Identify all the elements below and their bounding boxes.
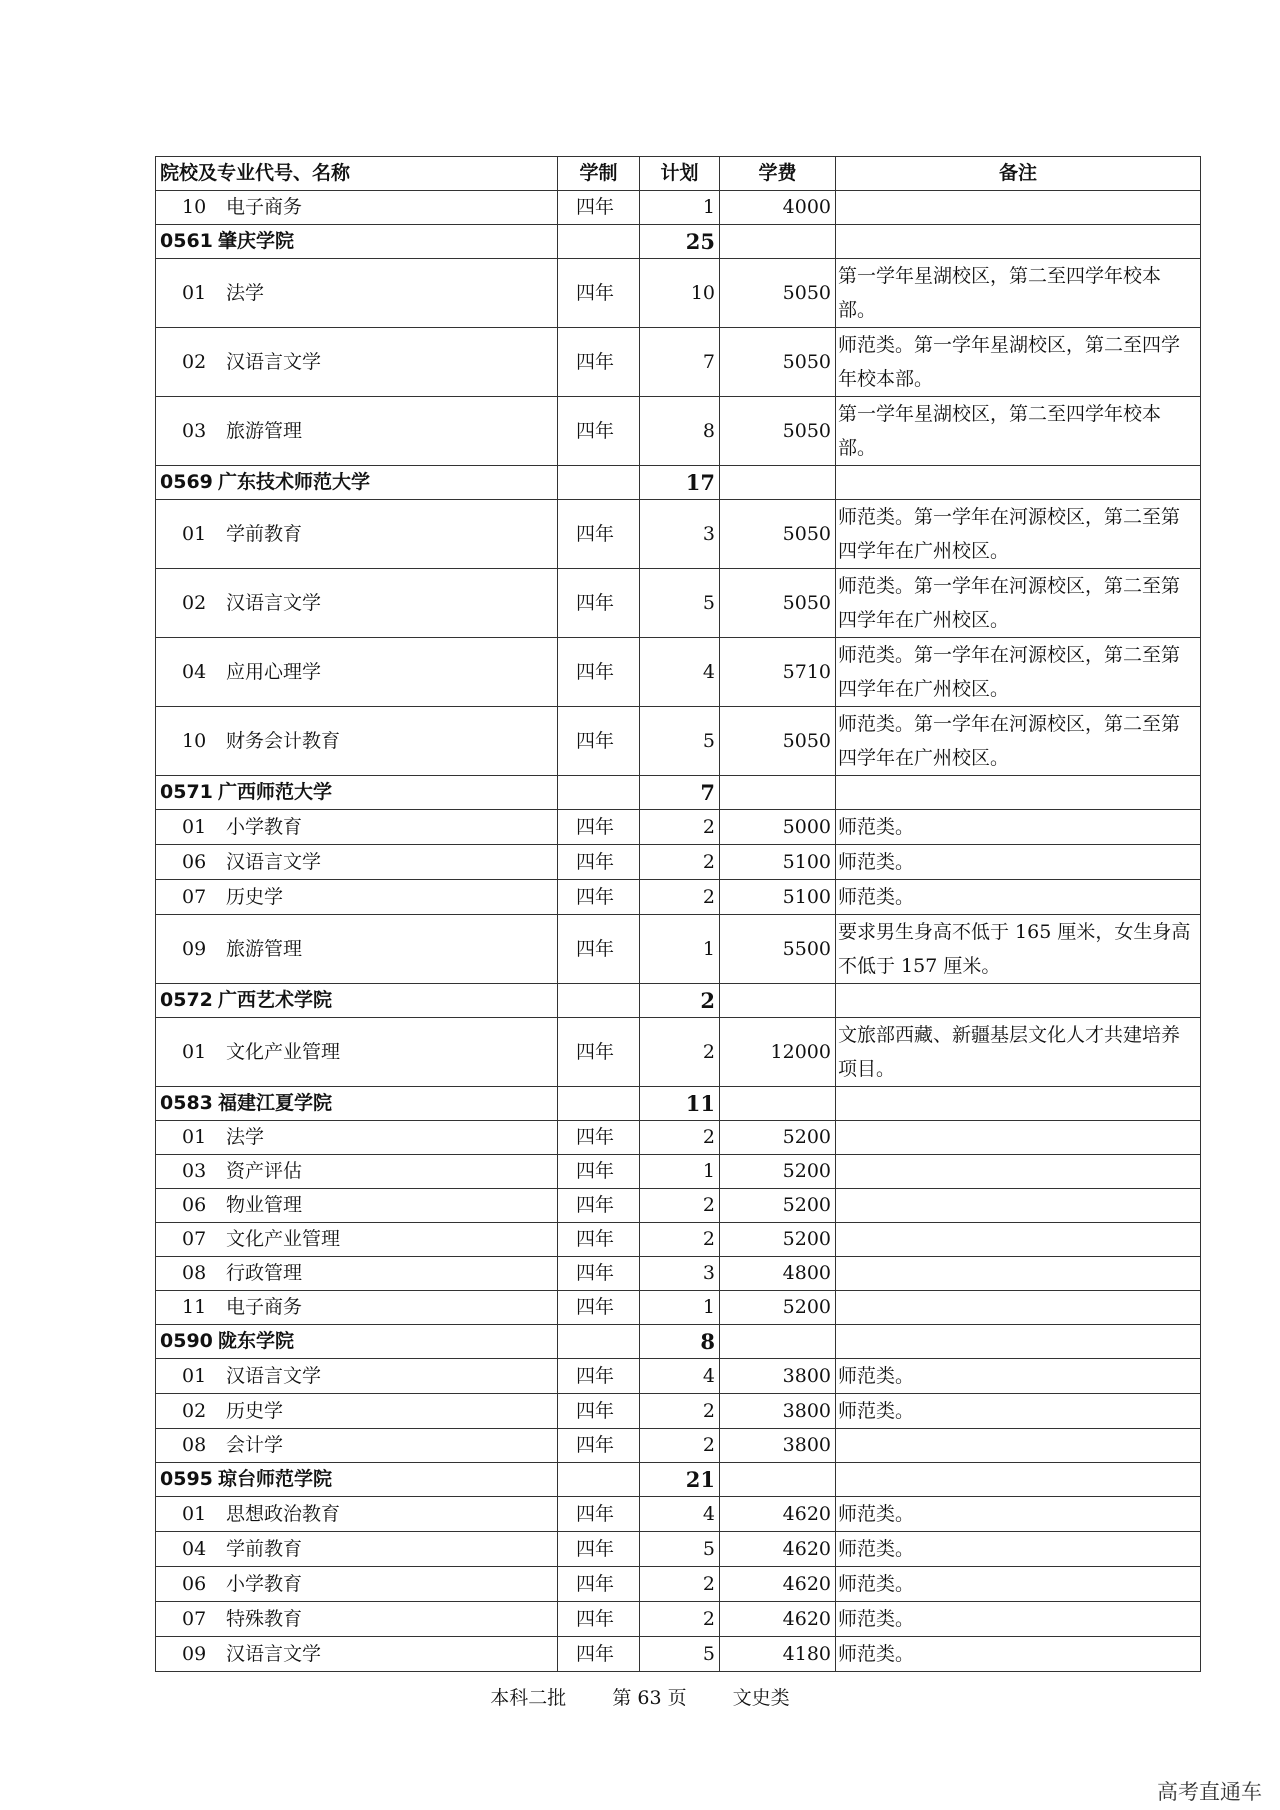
note-cell (836, 1223, 1201, 1257)
major-code: 08 (182, 1262, 207, 1284)
program-cell (156, 1018, 558, 1087)
major-code: 01 (182, 815, 207, 838)
program-cell (156, 1223, 558, 1257)
major-code: 04 (182, 660, 207, 683)
years-cell (558, 1087, 640, 1121)
program-cell (156, 1325, 558, 1359)
major-name: 旅游管理 (226, 937, 303, 960)
years-cell (558, 1463, 640, 1497)
major-row (156, 1567, 1201, 1602)
note-cell: 师范类。第一学年在河源校区，第二至第四学年在广州校区。 (836, 500, 1201, 569)
school-row (156, 225, 1201, 259)
program-cell (156, 259, 558, 328)
fee-cell (720, 1463, 836, 1497)
program-cell (156, 1359, 558, 1394)
plan-cell: 8 (640, 397, 720, 466)
school-name: 广东技术师范大学 (218, 471, 371, 493)
major-row (156, 1497, 1201, 1532)
major-code: 07 (182, 1228, 207, 1250)
school-row (156, 984, 1201, 1018)
major-row (156, 1532, 1201, 1567)
program-cell (156, 1497, 558, 1532)
school-row (156, 1087, 1201, 1121)
note-cell: 师范类。第一学年星湖校区，第二至四学年校本部。 (836, 328, 1201, 397)
program-cell (156, 1087, 558, 1121)
fee-cell (720, 776, 836, 810)
program-cell (156, 984, 558, 1018)
major-row (156, 1291, 1201, 1325)
note-cell: 师范类。 (836, 1394, 1201, 1429)
plan-cell: 25 (640, 225, 720, 259)
major-name: 电子商务 (226, 196, 303, 218)
major-name: 资产评估 (226, 1160, 303, 1182)
major-name: 汉语言文学 (226, 350, 322, 373)
plan-cell: 2 (640, 1394, 720, 1429)
program-cell (156, 810, 558, 845)
major-name: 小学教育 (226, 1572, 303, 1595)
program-cell (156, 776, 558, 810)
school-name: 福建江夏学院 (218, 1092, 333, 1114)
major-row (156, 1257, 1201, 1291)
fee-cell: 5200 (720, 1223, 836, 1257)
years-cell: 四年 (558, 810, 640, 845)
major-code: 08 (182, 1434, 207, 1456)
school-code: 0572 (160, 989, 213, 1011)
major-code: 03 (182, 1160, 207, 1182)
watermark: 高考直通车 (1157, 1780, 1262, 1804)
years-cell: 四年 (558, 328, 640, 397)
major-row (156, 1429, 1201, 1463)
years-cell: 四年 (558, 880, 640, 915)
major-name: 行政管理 (226, 1262, 303, 1284)
note-cell: 师范类。 (836, 845, 1201, 880)
fee-cell: 5200 (720, 1121, 836, 1155)
fee-cell: 3800 (720, 1394, 836, 1429)
major-row (156, 259, 1201, 328)
years-cell: 四年 (558, 1121, 640, 1155)
years-cell: 四年 (558, 845, 640, 880)
fee-cell: 5710 (720, 638, 836, 707)
years-cell (558, 225, 640, 259)
program-cell (156, 500, 558, 569)
major-name: 历史学 (226, 1399, 284, 1422)
note-cell: 第一学年星湖校区，第二至四学年校本部。 (836, 397, 1201, 466)
table-header-row (156, 157, 1201, 191)
major-name: 特殊教育 (226, 1607, 303, 1630)
years-cell: 四年 (558, 569, 640, 638)
program-cell (156, 1189, 558, 1223)
note-cell: 师范类。 (836, 810, 1201, 845)
plan-cell: 5 (640, 1637, 720, 1672)
school-row (156, 1463, 1201, 1497)
major-row (156, 1602, 1201, 1637)
program-cell (156, 880, 558, 915)
fee-cell: 4620 (720, 1602, 836, 1637)
years-cell: 四年 (558, 1532, 640, 1567)
major-name: 汉语言文学 (226, 591, 322, 614)
major-name: 小学教育 (226, 815, 303, 838)
major-name: 汉语言文学 (226, 850, 322, 873)
plan-cell: 4 (640, 1497, 720, 1532)
major-name: 电子商务 (226, 1296, 303, 1318)
years-cell: 四年 (558, 1223, 640, 1257)
note-cell: 师范类。 (836, 1359, 1201, 1394)
note-cell (836, 1121, 1201, 1155)
major-row (156, 191, 1201, 225)
years-cell: 四年 (558, 1497, 640, 1532)
major-row (156, 397, 1201, 466)
major-code: 06 (182, 1572, 207, 1595)
admission-plan-table (155, 156, 1201, 1672)
note-cell (836, 1429, 1201, 1463)
fee-cell: 3800 (720, 1429, 836, 1463)
plan-cell: 7 (640, 328, 720, 397)
major-row (156, 1018, 1201, 1087)
major-name: 应用心理学 (226, 660, 322, 683)
fee-cell: 5200 (720, 1155, 836, 1189)
note-cell (836, 466, 1201, 500)
major-row (156, 707, 1201, 776)
page-footer (0, 1683, 1280, 1710)
header-plan: 计划 (640, 157, 720, 191)
admission-plan-sheet (155, 156, 1200, 1672)
program-cell (156, 466, 558, 500)
note-cell (836, 1291, 1201, 1325)
header-name: 院校及专业代号、名称 (156, 157, 558, 191)
major-name: 文化产业管理 (226, 1040, 341, 1063)
major-name: 学前教育 (226, 1537, 303, 1560)
fee-cell (720, 1325, 836, 1359)
plan-cell: 17 (640, 466, 720, 500)
years-cell: 四年 (558, 915, 640, 984)
school-code: 0561 (160, 230, 213, 252)
major-row (156, 810, 1201, 845)
program-cell (156, 1463, 558, 1497)
years-cell: 四年 (558, 707, 640, 776)
program-cell (156, 1394, 558, 1429)
program-cell (156, 1429, 558, 1463)
plan-cell: 2 (640, 1429, 720, 1463)
plan-cell: 2 (640, 1223, 720, 1257)
fee-cell: 5050 (720, 500, 836, 569)
fee-cell: 5200 (720, 1189, 836, 1223)
plan-cell: 1 (640, 915, 720, 984)
note-cell (836, 1463, 1201, 1497)
major-code: 07 (182, 885, 207, 908)
years-cell: 四年 (558, 191, 640, 225)
plan-cell: 2 (640, 984, 720, 1018)
years-cell: 四年 (558, 259, 640, 328)
school-code: 0571 (160, 781, 213, 803)
program-cell (156, 707, 558, 776)
note-cell: 师范类。第一学年在河源校区，第二至第四学年在广州校区。 (836, 569, 1201, 638)
note-cell: 师范类。 (836, 1567, 1201, 1602)
fee-cell (720, 1087, 836, 1121)
major-code: 01 (182, 522, 207, 545)
major-name: 汉语言文学 (226, 1642, 322, 1665)
major-name: 文化产业管理 (226, 1228, 341, 1250)
years-cell: 四年 (558, 1359, 640, 1394)
footer-category: 文史类 (732, 1687, 790, 1709)
years-cell: 四年 (558, 1602, 640, 1637)
major-row (156, 328, 1201, 397)
school-row (156, 1325, 1201, 1359)
program-cell (156, 191, 558, 225)
school-name: 广西师范大学 (218, 781, 333, 803)
major-row (156, 1637, 1201, 1672)
note-cell: 师范类。第一学年在河源校区，第二至第四学年在广州校区。 (836, 707, 1201, 776)
school-name: 琼台师范学院 (218, 1468, 333, 1490)
fee-cell: 12000 (720, 1018, 836, 1087)
major-row (156, 500, 1201, 569)
fee-cell: 5050 (720, 569, 836, 638)
plan-cell: 1 (640, 1155, 720, 1189)
fee-cell: 5050 (720, 328, 836, 397)
plan-cell: 5 (640, 707, 720, 776)
school-code: 0595 (160, 1468, 213, 1490)
fee-cell (720, 466, 836, 500)
years-cell: 四年 (558, 1394, 640, 1429)
major-name: 物业管理 (226, 1194, 303, 1216)
major-name: 汉语言文学 (226, 1364, 322, 1387)
header-fee: 学费 (720, 157, 836, 191)
major-code: 02 (182, 591, 207, 614)
plan-cell: 8 (640, 1325, 720, 1359)
fee-cell: 5050 (720, 259, 836, 328)
major-code: 02 (182, 350, 207, 373)
major-code: 06 (182, 1194, 207, 1216)
fee-cell: 5500 (720, 915, 836, 984)
plan-cell: 21 (640, 1463, 720, 1497)
note-cell: 师范类。 (836, 880, 1201, 915)
program-cell (156, 1257, 558, 1291)
fee-cell (720, 225, 836, 259)
header-note: 备注 (836, 157, 1201, 191)
major-row (156, 638, 1201, 707)
fee-cell: 4000 (720, 191, 836, 225)
program-cell (156, 915, 558, 984)
years-cell: 四年 (558, 397, 640, 466)
years-cell: 四年 (558, 1567, 640, 1602)
major-name: 旅游管理 (226, 419, 303, 442)
program-cell (156, 1155, 558, 1189)
note-cell (836, 1155, 1201, 1189)
plan-cell: 10 (640, 259, 720, 328)
major-code: 07 (182, 1607, 207, 1630)
program-cell (156, 845, 558, 880)
plan-cell: 2 (640, 1602, 720, 1637)
major-code: 04 (182, 1537, 207, 1560)
program-cell (156, 1637, 558, 1672)
note-cell: 要求男生身高不低于 165 厘米，女生身高不低于 157 厘米。 (836, 915, 1201, 984)
major-row (156, 1394, 1201, 1429)
years-cell: 四年 (558, 1189, 640, 1223)
major-row (156, 1189, 1201, 1223)
major-code: 11 (182, 1296, 207, 1318)
major-code: 10 (182, 729, 207, 752)
major-row (156, 845, 1201, 880)
years-cell: 四年 (558, 1429, 640, 1463)
note-cell (836, 1325, 1201, 1359)
school-code: 0590 (160, 1330, 213, 1352)
major-name: 法学 (226, 281, 265, 304)
note-cell (836, 225, 1201, 259)
school-code: 0569 (160, 471, 213, 493)
major-code: 09 (182, 937, 207, 960)
program-cell (156, 569, 558, 638)
major-code: 09 (182, 1642, 207, 1665)
note-cell (836, 776, 1201, 810)
major-name: 法学 (226, 1126, 265, 1148)
major-row (156, 569, 1201, 638)
note-cell (836, 984, 1201, 1018)
school-name: 广西艺术学院 (218, 989, 333, 1011)
program-cell (156, 225, 558, 259)
major-code: 01 (182, 1502, 207, 1525)
fee-cell: 4620 (720, 1497, 836, 1532)
note-cell: 师范类。 (836, 1532, 1201, 1567)
school-row (156, 776, 1201, 810)
note-cell: 师范类。 (836, 1602, 1201, 1637)
plan-cell: 2 (640, 880, 720, 915)
program-cell (156, 1291, 558, 1325)
major-code: 03 (182, 419, 207, 442)
plan-cell: 2 (640, 1567, 720, 1602)
major-row (156, 915, 1201, 984)
years-cell: 四年 (558, 500, 640, 569)
plan-cell: 2 (640, 1018, 720, 1087)
major-code: 10 (182, 196, 207, 218)
major-row (156, 880, 1201, 915)
plan-cell: 7 (640, 776, 720, 810)
header-years: 学制 (558, 157, 640, 191)
years-cell (558, 466, 640, 500)
note-cell (836, 1257, 1201, 1291)
major-row (156, 1121, 1201, 1155)
program-cell (156, 397, 558, 466)
years-cell (558, 1325, 640, 1359)
program-cell (156, 1121, 558, 1155)
note-cell: 文旅部西藏、新疆基层文化人才共建培养项目。 (836, 1018, 1201, 1087)
plan-cell: 1 (640, 1291, 720, 1325)
fee-cell: 5000 (720, 810, 836, 845)
footer-batch: 本科二批 (490, 1687, 567, 1709)
note-cell (836, 191, 1201, 225)
school-code: 0583 (160, 1092, 213, 1114)
major-name: 学前教育 (226, 522, 303, 545)
major-name: 思想政治教育 (226, 1502, 341, 1525)
years-cell: 四年 (558, 1637, 640, 1672)
major-code: 01 (182, 281, 207, 304)
fee-cell: 4620 (720, 1532, 836, 1567)
fee-cell: 5100 (720, 845, 836, 880)
major-row (156, 1155, 1201, 1189)
plan-cell: 2 (640, 810, 720, 845)
note-cell: 第一学年星湖校区，第二至四学年校本部。 (836, 259, 1201, 328)
plan-cell: 5 (640, 1532, 720, 1567)
fee-cell: 5200 (720, 1291, 836, 1325)
plan-cell: 5 (640, 569, 720, 638)
fee-cell: 5050 (720, 397, 836, 466)
years-cell: 四年 (558, 1018, 640, 1087)
fee-cell: 4620 (720, 1567, 836, 1602)
major-code: 01 (182, 1364, 207, 1387)
plan-cell: 4 (640, 1359, 720, 1394)
fee-cell (720, 984, 836, 1018)
years-cell (558, 984, 640, 1018)
program-cell (156, 638, 558, 707)
major-code: 01 (182, 1040, 207, 1063)
plan-cell: 3 (640, 500, 720, 569)
school-row (156, 466, 1201, 500)
years-cell: 四年 (558, 638, 640, 707)
plan-cell: 2 (640, 1121, 720, 1155)
fee-cell: 4800 (720, 1257, 836, 1291)
major-code: 02 (182, 1399, 207, 1422)
table-body (156, 191, 1201, 1672)
years-cell: 四年 (558, 1257, 640, 1291)
fee-cell: 4180 (720, 1637, 836, 1672)
note-cell: 师范类。第一学年在河源校区，第二至第四学年在广州校区。 (836, 638, 1201, 707)
years-cell: 四年 (558, 1291, 640, 1325)
major-code: 06 (182, 850, 207, 873)
plan-cell: 1 (640, 191, 720, 225)
program-cell (156, 1532, 558, 1567)
plan-cell: 2 (640, 1189, 720, 1223)
major-name: 会计学 (226, 1434, 284, 1456)
note-cell: 师范类。 (836, 1497, 1201, 1532)
program-cell (156, 328, 558, 397)
note-cell (836, 1189, 1201, 1223)
major-row (156, 1223, 1201, 1257)
footer-page-number: 第 63 页 (612, 1687, 687, 1709)
program-cell (156, 1602, 558, 1637)
school-name: 陇东学院 (218, 1330, 295, 1352)
plan-cell: 2 (640, 845, 720, 880)
fee-cell: 5050 (720, 707, 836, 776)
fee-cell: 5100 (720, 880, 836, 915)
plan-cell: 3 (640, 1257, 720, 1291)
plan-cell: 4 (640, 638, 720, 707)
major-name: 财务会计教育 (226, 729, 341, 752)
years-cell: 四年 (558, 1155, 640, 1189)
major-row (156, 1359, 1201, 1394)
major-name: 历史学 (226, 885, 284, 908)
note-cell (836, 1087, 1201, 1121)
school-name: 肇庆学院 (218, 230, 295, 252)
plan-cell: 11 (640, 1087, 720, 1121)
program-cell (156, 1567, 558, 1602)
years-cell (558, 776, 640, 810)
fee-cell: 3800 (720, 1359, 836, 1394)
note-cell: 师范类。 (836, 1637, 1201, 1672)
major-code: 01 (182, 1126, 207, 1148)
